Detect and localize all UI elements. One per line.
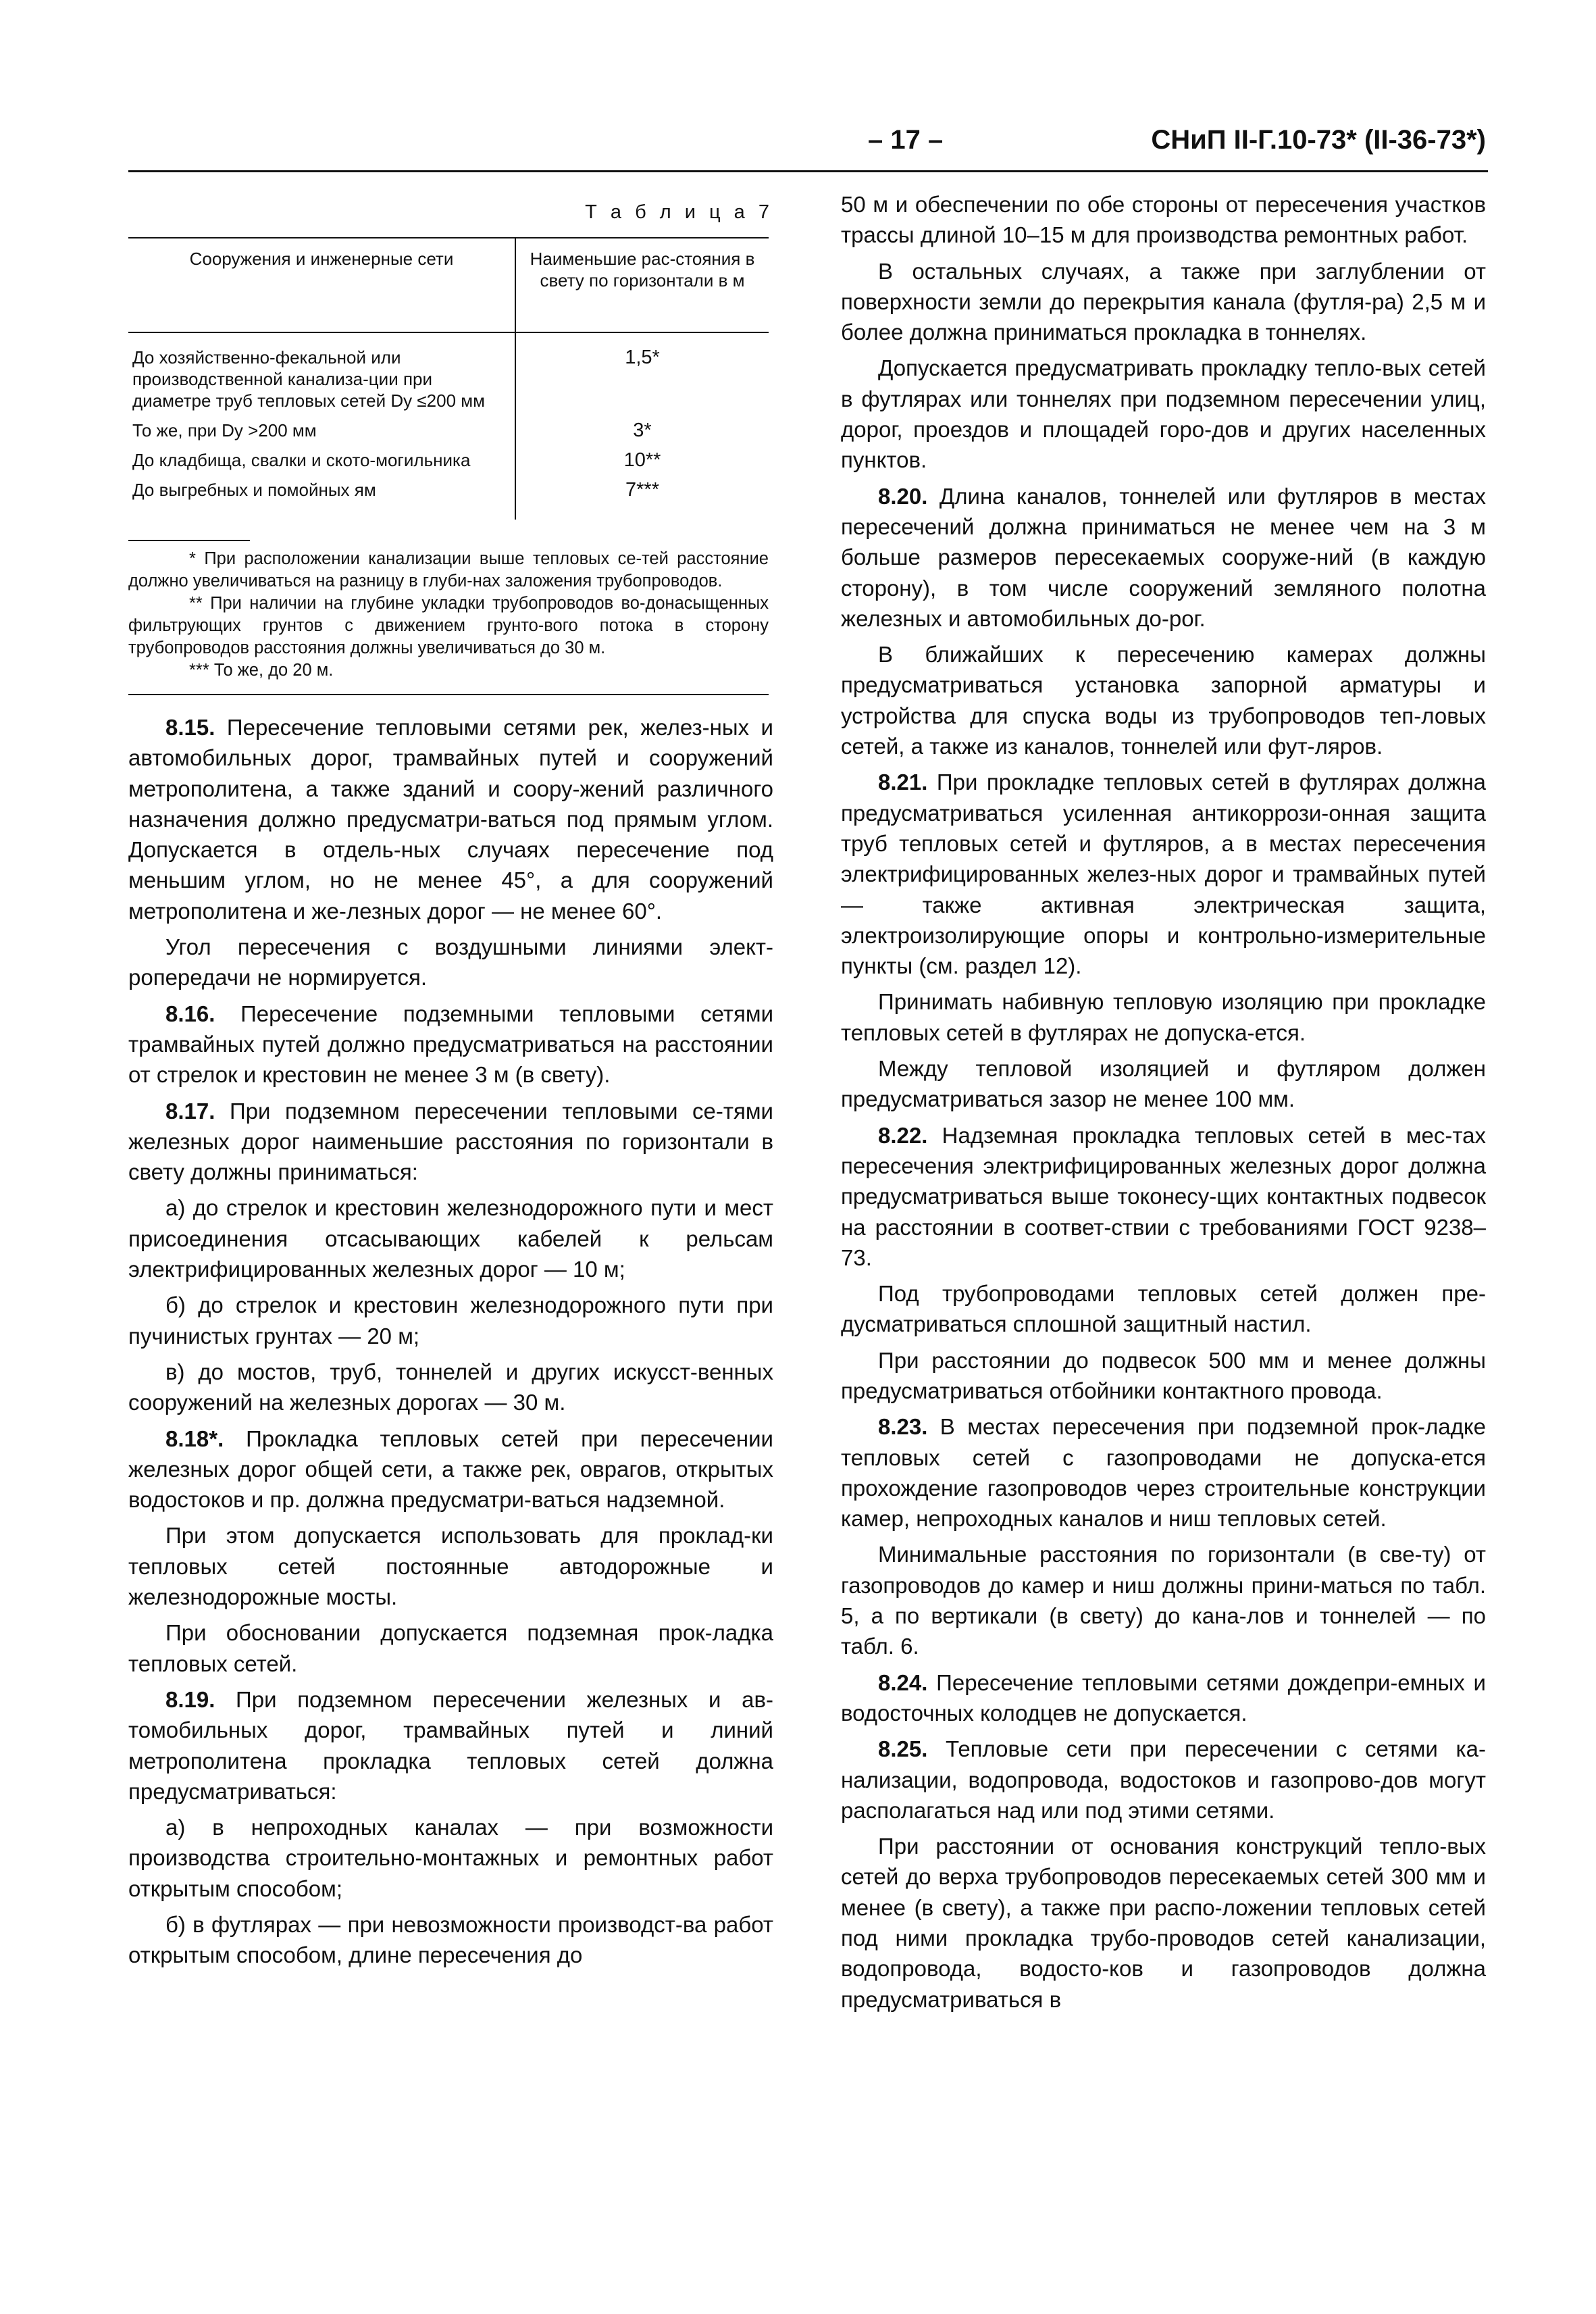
- paragraph-text: Прокладка тепловых сетей при пересечении железных дорог общей сети, а также рек, оврагов, открытых водостоков и пр. должна предусматри-ваться надземной.: [128, 1426, 773, 1513]
- paragraph-text: Тепловые сети при пересечении с сетями ка-нализации, водопровода, водостоков и газопрово-дов могут располагаться над или под этими сетями.: [841, 1736, 1486, 1823]
- clause-number: 8.25.: [878, 1736, 928, 1762]
- page-header: [128, 125, 1486, 166]
- paragraph-text: а) до стрелок и крестовин железнодорожного пути и мест присоединения отсасывающих кабелей к рельсам электрифицированных железных дорог — 10 м;: [128, 1195, 773, 1282]
- clause-number: 8.23.: [878, 1414, 928, 1440]
- footnote: *** То же, до 20 м.: [189, 661, 334, 680]
- text-paragraph: [841, 1831, 1486, 2015]
- table-cell-distance: 1,5*: [625, 347, 660, 368]
- table-header-structures: Сооружения и инженерные сети: [128, 238, 515, 332]
- text-paragraph: [841, 1539, 1486, 1661]
- text-paragraph: [128, 1520, 773, 1612]
- table-header-row: [128, 238, 769, 332]
- header-divider: [128, 170, 1488, 172]
- paragraph-text: В местах пересечения при подземной прок-ладке тепловых сетей с газопроводами не допуска-ется прохождение газопроводов через строительные конструкции камер, непроходных каналов и ниш тепловых сетей.: [841, 1414, 1486, 1532]
- clause-paragraph: [128, 1684, 773, 1807]
- text-paragraph: [841, 1053, 1486, 1115]
- clause-paragraph: [128, 999, 773, 1090]
- table-cell-structure: То же, при Dy >200 мм: [128, 416, 515, 445]
- paragraph-text: При расстоянии от основания конструкций тепло-вых сетей до верха трубопроводов пересекаемых сетей 300 мм и менее (в свету), а также при распо-ложении тепловых сетей под ними прокладка трубо-проводов сетей канализации, водопровода, водосто-ков и газопроводов должна предусматриваться в: [841, 1834, 1486, 2012]
- text-paragraph: [128, 1290, 773, 1351]
- paragraph-text: Пересечение тепловыми сетями рек, желез-ных и автомобильных дорог, трамвайных путей и сооружений метрополитена, а также зданий и соору-жений различного назначения должно предусматри-ваться под прямым углом. Допускается в отдель-ных случаях пересечение под меньшим углом, но не менее 45°, а для сооружений метрополитена и же-лезных дорог — не менее 60°.: [128, 715, 773, 924]
- paragraph-text: Пересечение тепловыми сетями дождепри-емных и водосточных колодцев не допускается.: [841, 1669, 1486, 1726]
- distances-table: [128, 237, 769, 520]
- table-caption: Т а б л и ц а 7: [585, 201, 773, 223]
- paragraph-text: При подземном пересечении железных и ав-томобильных дорог, трамвайных путей и линий метрополитена прокладка тепловых сетей должна предусматриваться:: [128, 1686, 773, 1804]
- text-paragraph: [841, 639, 1486, 761]
- text-paragraph: [128, 1812, 773, 1904]
- table-row: [128, 416, 769, 445]
- document-code: СНиП II-Г.10-73* (II-36-73*): [1151, 125, 1486, 155]
- paragraph-text: Допускается предусматривать прокладку тепло-вых сетей в футлярах или тоннелях при подземном пересечении улиц, дорог, проездов и площадей горо-дов и других населенных пунктов.: [841, 355, 1486, 473]
- clause-paragraph: [841, 1734, 1486, 1826]
- table-header-distances: Наименьшие рас-стояния в свету по горизонтали в м: [515, 238, 769, 332]
- table-cell-distance: 10**: [623, 449, 661, 471]
- left-column: [128, 189, 773, 1976]
- table-cell-structure: До кладбища, свалки и ското-могильника: [128, 445, 515, 475]
- paragraph-text: б) до стрелок и крестовин железнодорожного пути при пучинистых грунтах — 20 м;: [128, 1292, 773, 1349]
- table-row: [128, 445, 769, 475]
- paragraph-text: 50 м и обеспечении по обе стороны от пересечения участков трассы длиной 10–15 м для производства ремонтных работ.: [841, 192, 1486, 248]
- text-paragraph: [841, 353, 1486, 475]
- clause-number: 8.24.: [878, 1669, 928, 1695]
- paragraph-text: Пересечение подземными тепловыми сетями трамвайных путей должно предусматриваться на расстоянии от стрелок и крестовин не менее 3 м (в свету).: [128, 1001, 773, 1088]
- right-column: [841, 189, 1486, 2020]
- right-paragraphs: [841, 189, 1486, 2015]
- clause-number: 8.18*.: [165, 1426, 224, 1451]
- paragraph-text: При подземном пересечении тепловыми се-тями железных дорог наименьшие расстояния по горизонтали в свету должны приниматься:: [128, 1098, 773, 1185]
- paragraph-text: При обосновании допускается подземная прок-ладка тепловых сетей.: [128, 1620, 773, 1676]
- paragraph-text: В ближайших к пересечению камерах должны предусматриваться установка запорной арматуры и устройства для спуска воды из трубопроводов теп-ловых сетей, а также из каналов, тоннелей или фут-ляров.: [841, 642, 1486, 759]
- clause-paragraph: [128, 1096, 773, 1188]
- paragraph-text: б) в футлярах — при невозможности производст-ва работ открытым способом, длине пересечения до: [128, 1911, 773, 1968]
- footnote-rule: [128, 540, 250, 541]
- text-paragraph: [128, 1357, 773, 1418]
- paragraph-text: Надземная прокладка тепловых сетей в мес-тах пересечения электрифицированных железных дорог должна предусматриваться выше токонесу-щих контактных подвесок на расстоянии в соответ-ствии с требованиями ГОСТ 9238–73.: [841, 1122, 1486, 1270]
- table-cell-distance: 3*: [633, 420, 652, 441]
- text-paragraph: [128, 1617, 773, 1679]
- text-paragraph: [128, 1909, 773, 1971]
- clause-number: 8.22.: [878, 1122, 928, 1148]
- paragraph-text: Под трубопроводами тепловых сетей должен пре-дусматриваться сплошной защитный настил.: [841, 1281, 1486, 1337]
- text-paragraph: [841, 256, 1486, 348]
- footnote: ** При наличии на глубине укладки трубопроводов во-донасыщенных фильтрующих грунтов с движением грунто-вого потока в сторону трубопроводов расстояния должны увеличиваться до 30 м.: [128, 594, 769, 657]
- table-cell-distance: 7***: [625, 479, 659, 501]
- table-cell-structure: До выгребных и помойных ям: [128, 475, 515, 520]
- paragraph-text: Минимальные расстояния по горизонтали (в све-ту) от газопроводов до камер и ниш должны прини-маться по табл. 5, а по вертикали (в свету) до кана-лов и тоннелей — по табл. 6.: [841, 1542, 1486, 1659]
- text-paragraph: [841, 1345, 1486, 1407]
- clause-number: 8.15.: [165, 715, 215, 740]
- text-paragraph: [841, 986, 1486, 1048]
- paragraph-text: в) до мостов, труб, тоннелей и других искусст-венных сооружений на железных дорогах — 30 м.: [128, 1359, 773, 1415]
- clause-number: 8.16.: [165, 1001, 215, 1026]
- clause-paragraph: [841, 1667, 1486, 1729]
- clause-paragraph: [841, 1411, 1486, 1534]
- text-paragraph: [841, 1278, 1486, 1340]
- clause-number: 8.21.: [878, 770, 928, 795]
- paragraph-text: В остальных случаях, а также при заглублении от поверхности земли до перекрытия канала (футля-ра) 2,5 м и более должна приниматься прокладка в тоннелях.: [841, 258, 1486, 345]
- paragraph-text: Принимать набивную тепловую изоляцию при прокладке тепловых сетей в футлярах не допуска-ется.: [841, 989, 1486, 1045]
- text-paragraph: [841, 189, 1486, 251]
- paragraph-text: При прокладке тепловых сетей в футлярах должна предусматриваться усиленная антикоррози-онная защита труб тепловых сетей и футляров, а в местах пересечения электрифицированных желез-ных дорог и трамвайных путей — также активная электрическая защита, электроизолирующие опоры и контрольно-измерительные пункты (см. раздел 12).: [841, 770, 1486, 979]
- text-paragraph: [128, 932, 773, 993]
- clause-paragraph: [128, 1424, 773, 1515]
- clause-number: 8.20.: [878, 483, 928, 509]
- clause-paragraph: [841, 481, 1486, 634]
- clause-number: 8.17.: [165, 1098, 215, 1124]
- table-row: [128, 332, 769, 416]
- paragraph-text: а) в непроходных каналах — при возможности производства строительно-монтажных и ремонтных работ открытым способом;: [128, 1815, 773, 1901]
- page-number: – 17 –: [868, 125, 944, 155]
- clause-number: 8.19.: [165, 1686, 215, 1712]
- clause-paragraph: [841, 767, 1486, 981]
- clause-paragraph: [128, 712, 773, 926]
- paragraph-text: Угол пересечения с воздушными линиями элект-ропередачи не нормируется.: [128, 934, 773, 990]
- paragraph-text: Длина каналов, тоннелей или футляров в местах пересечений должна приниматься не менее чем на 3 м больше размеров пересекаемых сооруже-ний (в каждую сторону), в том числе сооружений земляного полотна железных и автомобильных до-рог.: [841, 483, 1486, 631]
- left-paragraphs: [128, 712, 773, 1971]
- table-row: [128, 475, 769, 520]
- paragraph-text: При расстоянии до подвесок 500 мм и менее должны предусматриваться отбойники контактного провода.: [841, 1347, 1486, 1403]
- paragraph-text: При этом допускается использовать для проклад-ки тепловых сетей постоянные автодорожные и железнодорожные мосты.: [128, 1523, 773, 1610]
- table-cell-structure: До хозяйственно-фекальной или производственной канализа-ции при диаметре труб тепловых сетей Dy ≤200 мм: [128, 332, 515, 416]
- text-paragraph: [128, 1192, 773, 1284]
- clause-paragraph: [841, 1120, 1486, 1273]
- footnotes-end-rule: [128, 694, 769, 695]
- table-footnotes: [128, 540, 769, 682]
- footnote: * При расположении канализации выше тепловых се-тей расстояние должно увеличиваться на разницу в глуби-нах заложения трубопроводов.: [128, 549, 769, 590]
- paragraph-text: Между тепловой изоляцией и футляром должен предусматриваться зазор не менее 100 мм.: [841, 1056, 1486, 1112]
